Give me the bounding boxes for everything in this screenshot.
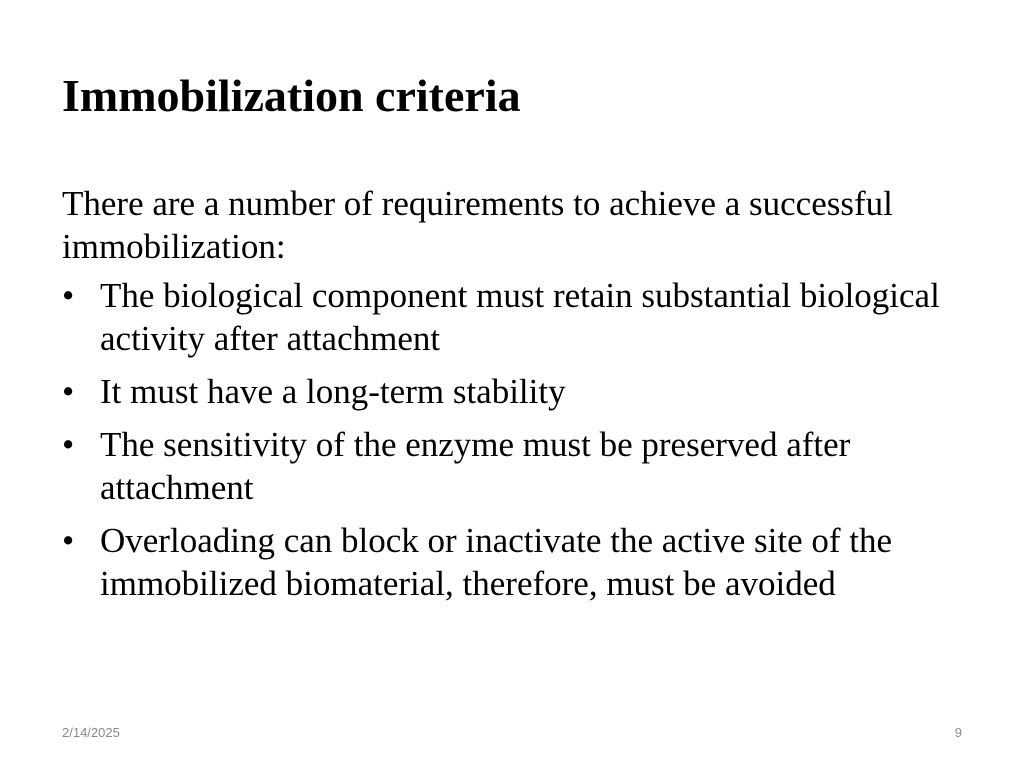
footer-page-number: 9 <box>954 725 962 740</box>
footer-date: 2/14/2025 <box>62 725 120 740</box>
bullet-item <box>62 370 982 413</box>
bullet-icon: • <box>62 521 75 560</box>
slide-title: Immobilization criteria <box>62 70 521 121</box>
intro-text: There are a number of requirements to achieve a successful immobilization: <box>62 184 893 266</box>
bullet-text: It must have a long-term stability <box>100 372 566 411</box>
bullet-text: The sensitivity of the enzyme must be preserved after attachment <box>100 425 851 507</box>
slide-body <box>62 182 982 615</box>
bullet-list <box>62 274 982 605</box>
bullet-item <box>62 274 982 360</box>
bullet-text: The biological component must retain substantial biological activity after attachment <box>100 276 940 358</box>
bullet-item <box>62 423 982 509</box>
bullet-icon: • <box>62 425 75 464</box>
bullet-icon: • <box>62 276 75 315</box>
bullet-icon: • <box>62 372 75 411</box>
bullet-text: Overloading can block or inactivate the active site of the immobilized biomaterial, therefore, must be avoided <box>100 521 893 603</box>
bullet-item <box>62 519 982 605</box>
